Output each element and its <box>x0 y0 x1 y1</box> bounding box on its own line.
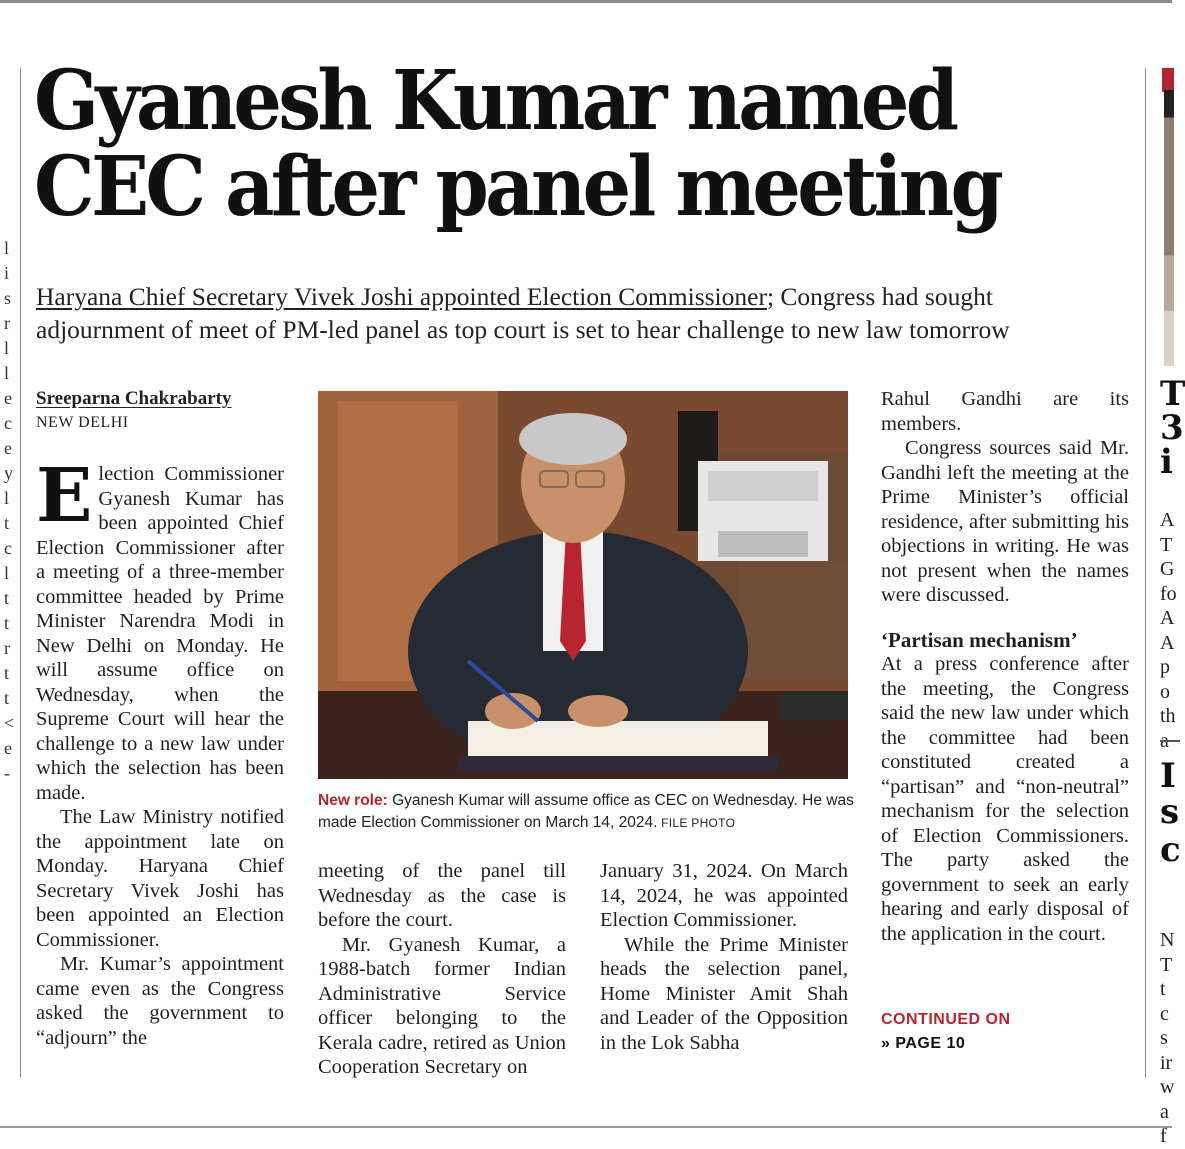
column-1-paragraph-3: Mr. Kumar’s appointment came even as the Congress asked the government to “adjourn” the <box>36 953 284 1049</box>
adjacent-body-line: c <box>1160 1002 1169 1025</box>
adjacent-article-right <box>1148 68 1185 1147</box>
adjacent-body-line: s <box>1160 1027 1168 1049</box>
left-fragment-char: e <box>4 388 12 408</box>
column-3-paragraph-2: While the Prime Minister heads the selection panel, Home Minister Amit Shah and Leader of the Opposition in the Lok Sabha <box>600 933 848 1054</box>
adjacent-divider <box>1160 740 1180 742</box>
adjacent-photo <box>1164 90 1174 366</box>
right-column-rule <box>1145 68 1146 1078</box>
adjacent-body-line: G <box>1160 558 1175 580</box>
left-column-rule <box>20 68 21 1078</box>
column-3-paragraph-1: January 31, 2024. On March 14, 2024, he was appointed Election Commissioner. <box>600 860 848 931</box>
top-border <box>0 0 1172 3</box>
column-1-lead-paragraph <box>36 453 284 805</box>
adjacent-body-line: o <box>1160 680 1170 703</box>
photo-caption <box>318 790 858 834</box>
adjacent-article-fragment <box>4 236 16 786</box>
deck <box>36 280 1136 346</box>
left-fragment-char: l <box>4 563 10 583</box>
headline-line-1: Gyanesh Kumar named <box>34 53 956 149</box>
adjacent-headline-6: c <box>1160 830 1181 870</box>
byline: Sreeparna Chakrabarty <box>36 388 232 409</box>
dateline: NEW DELHI <box>36 414 129 431</box>
left-fragment-char: c <box>4 413 12 433</box>
left-fragment-char: e <box>4 438 12 458</box>
left-fragment-char: - <box>4 763 10 783</box>
photo-credit: FILE PHOTO <box>657 816 736 830</box>
column-4-paragraph-2: Congress sources said Mr. Gandhi left the meeting at the Prime Minister’s official residence, after submitting his objections in writing. He was not present when the names were discussed. <box>881 437 1129 606</box>
left-fragment-char: l <box>4 363 10 383</box>
caption-lead: New role: <box>318 792 388 809</box>
left-fragment-char: l <box>4 488 10 508</box>
deck-text-1: ; Congress had sought <box>766 282 993 311</box>
adjacent-body-line: ir <box>1160 1051 1173 1074</box>
adjacent-headline-2: 3 <box>1160 408 1184 448</box>
left-fragment-char: t <box>4 613 10 633</box>
left-fragment-char: l <box>4 338 10 358</box>
continued-page: » PAGE 10 <box>881 1035 966 1052</box>
adjacent-headline-3: i <box>1160 442 1173 482</box>
subhead-partisan-mechanism: ‘Partisan mechanism’ <box>881 627 1078 652</box>
bottom-border <box>0 1126 1172 1128</box>
column-1-text-1: lection Commissioner Gyanesh Kumar has been appointed Chief Election Commissioner after a meeting of a three-member committee headed by Prime Minister Narendra Modi in New Delhi on Monday. He will assume office on Wednesday, when the Supreme Court will hear the challenge to a new law under which the selection has been made. <box>36 463 284 804</box>
adjacent-body-line: A <box>1160 607 1175 629</box>
column-4 <box>881 387 1129 946</box>
left-fragment-char: t <box>4 588 10 608</box>
left-fragment-char: < <box>4 713 15 733</box>
left-fragment-char: y <box>4 463 13 483</box>
left-fragment-char: s <box>4 288 12 308</box>
left-fragment-char: t <box>4 513 10 533</box>
headline <box>34 53 1038 235</box>
deck-line-1 <box>36 280 1136 313</box>
adjacent-headline-4: I <box>1160 756 1176 796</box>
adjacent-body-line: f <box>1160 1125 1167 1147</box>
adjacent-body-line: T <box>1160 953 1173 976</box>
photo-illustration <box>318 391 848 779</box>
article-photo <box>318 391 848 779</box>
headline-line-2: CEC after panel meeting <box>34 139 1001 235</box>
left-fragment-char: r <box>4 638 10 658</box>
adjacent-body-line: th <box>1160 705 1176 727</box>
column-4-paragraph-3: At a press conference after the meeting, the Congress said the new law under which the committee had been constituted created a “partisan” and “non-neutral” mechanism for the selection of Election Commissioners. The party asked the government to seek an early hearing and early disposal of the application in the court. <box>881 653 1129 945</box>
deck-underlined-text: Haryana Chief Secretary Vivek Joshi appointed Election Commissioner <box>36 282 767 311</box>
left-fragment-char: r <box>4 313 10 333</box>
column-2-paragraph-2: Mr. Gyanesh Kumar, a 1988-batch former Indian Administrative Service officer belonging to the Kerala cadre, retired as Union Cooperation Secretary on <box>318 933 566 1078</box>
section-tag-red <box>1162 68 1174 92</box>
caption-text: Gyanesh Kumar will assume office as CEC on Wednesday. He was made Election Commissioner on March 14, 2024. <box>318 792 854 831</box>
column-1-paragraph-2: The Law Ministry notified the appointment late on Monday. Haryana Chief Secretary Vivek Joshi has been appointed an Election Commissioner. <box>36 806 284 951</box>
adjacent-body-line: A <box>1160 509 1175 531</box>
adjacent-body-line: p <box>1160 656 1170 678</box>
adjacent-body-line: fo <box>1160 582 1177 605</box>
left-fragment-char: e <box>4 738 12 758</box>
adjacent-body-line: t <box>1160 978 1166 1000</box>
adjacent-body-line: A <box>1160 631 1175 654</box>
adjacent-body-line: a <box>1160 1100 1169 1123</box>
adjacent-headline-5: s <box>1160 792 1180 832</box>
column-1 <box>36 453 284 1050</box>
adjacent-body-line: T <box>1160 533 1173 556</box>
column-4-paragraph-1: Rahul Gandhi are its members. <box>881 388 1129 435</box>
column-2-paragraph-1: meeting of the panel till Wednesday as the case is before the court. <box>318 860 566 931</box>
left-fragment-char: i <box>4 263 10 283</box>
drop-cap: E <box>36 453 93 539</box>
adjacent-headline-1: T <box>1160 374 1185 414</box>
column-3 <box>600 859 848 1055</box>
left-fragment-char: c <box>4 538 12 558</box>
adjacent-body-line: w <box>1160 1076 1175 1098</box>
deck-line-2: adjournment of meet of PM-led panel as top court is set to hear challenge to new law tomorrow <box>36 315 1010 344</box>
adjacent-body-line: N <box>1160 929 1175 951</box>
continued-label: CONTINUED ON <box>881 1011 1011 1028</box>
left-fragment-char: t <box>4 663 10 683</box>
left-fragment-char: t <box>4 688 10 708</box>
column-2 <box>318 859 566 1080</box>
left-fragment-char: l <box>4 238 10 258</box>
continued-on[interactable] <box>881 1008 1011 1056</box>
